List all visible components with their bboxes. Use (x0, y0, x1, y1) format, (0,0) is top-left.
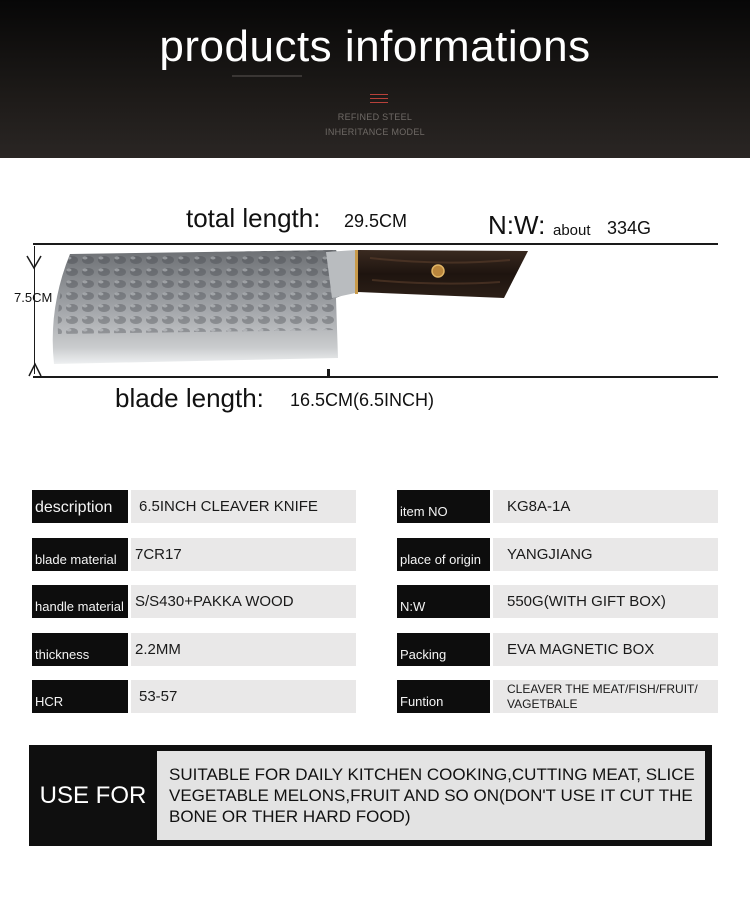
knife-dimension-diagram (0, 158, 750, 458)
spec-value-function: CLEAVER THE MEAT/FISH/FRUIT/ VAGETBALE (493, 680, 718, 713)
spec-value-thickness: 2.2MM (131, 633, 356, 666)
page-title: products informations (159, 22, 591, 71)
header-divider (232, 75, 302, 77)
handle-rivet (432, 265, 444, 277)
total-length-label: total length: (186, 203, 321, 233)
spec-value-net-weight: 550G(WITH GIFT BOX) (493, 585, 718, 618)
total-length-value: 29.5CM (344, 211, 408, 231)
menu-lines-icon (370, 94, 388, 104)
spec-label-packing: Packing (397, 633, 490, 666)
use-for-label: USE FOR (39, 781, 147, 809)
hammered-texture (58, 250, 350, 334)
spec-value-packing: EVA MAGNETIC BOX (493, 633, 718, 666)
net-weight-value: 334G (607, 218, 652, 238)
tagline-line2: INHERITANCE MODEL (325, 127, 425, 137)
blade-length-tick (327, 369, 330, 377)
spec-value-handle-material: S/S430+PAKKA WOOD (131, 585, 356, 618)
spec-label-function: Funtion (397, 680, 490, 713)
spec-label-description: description (32, 490, 128, 523)
height-value: 7.5CM (14, 290, 53, 305)
blade-length-value: 16.5CM(6.5INCH) (290, 390, 435, 410)
spec-value-item-no: KG8A-1A (493, 490, 718, 523)
net-weight-about: about (553, 222, 591, 239)
bolster-shape (326, 250, 360, 298)
spec-value-blade-material: 7CR17 (131, 538, 356, 571)
use-for-text: SUITABLE FOR DAILY KITCHEN COOKING,CUTTING MEAT, SLICE VEGETABLE MELONS,FRUIT AND SO ON(DON'T USE IT CUT THE BONE OR THER HARD FOOD) (157, 751, 705, 840)
spec-label-handle-material: handle material (32, 585, 128, 618)
spec-value-place-of-origin: YANGJIANG (493, 538, 718, 571)
spec-label-blade-material: blade material (32, 538, 128, 571)
spec-value-description: 6.5INCH CLEAVER KNIFE (131, 490, 356, 523)
spec-label-net-weight: N:W (397, 585, 490, 618)
header-banner (0, 0, 750, 158)
spec-label-place-of-origin: place of origin (397, 538, 490, 571)
use-for-box (29, 745, 712, 846)
net-weight-label: N:W: (488, 210, 546, 240)
knife-image (0, 158, 750, 458)
blade-length-label: blade length: (115, 383, 264, 413)
spec-label-hcr: HCR (32, 680, 128, 713)
spec-value-hcr: 53-57 (131, 680, 356, 713)
spec-label-thickness: thickness (32, 633, 128, 666)
spec-label-item-no: item NO (397, 490, 490, 523)
bolster-ring (355, 250, 358, 294)
arrow-up-icon (29, 364, 41, 376)
tagline-line1: REFINED STEEL (337, 112, 413, 122)
arrow-down-icon (27, 256, 41, 268)
